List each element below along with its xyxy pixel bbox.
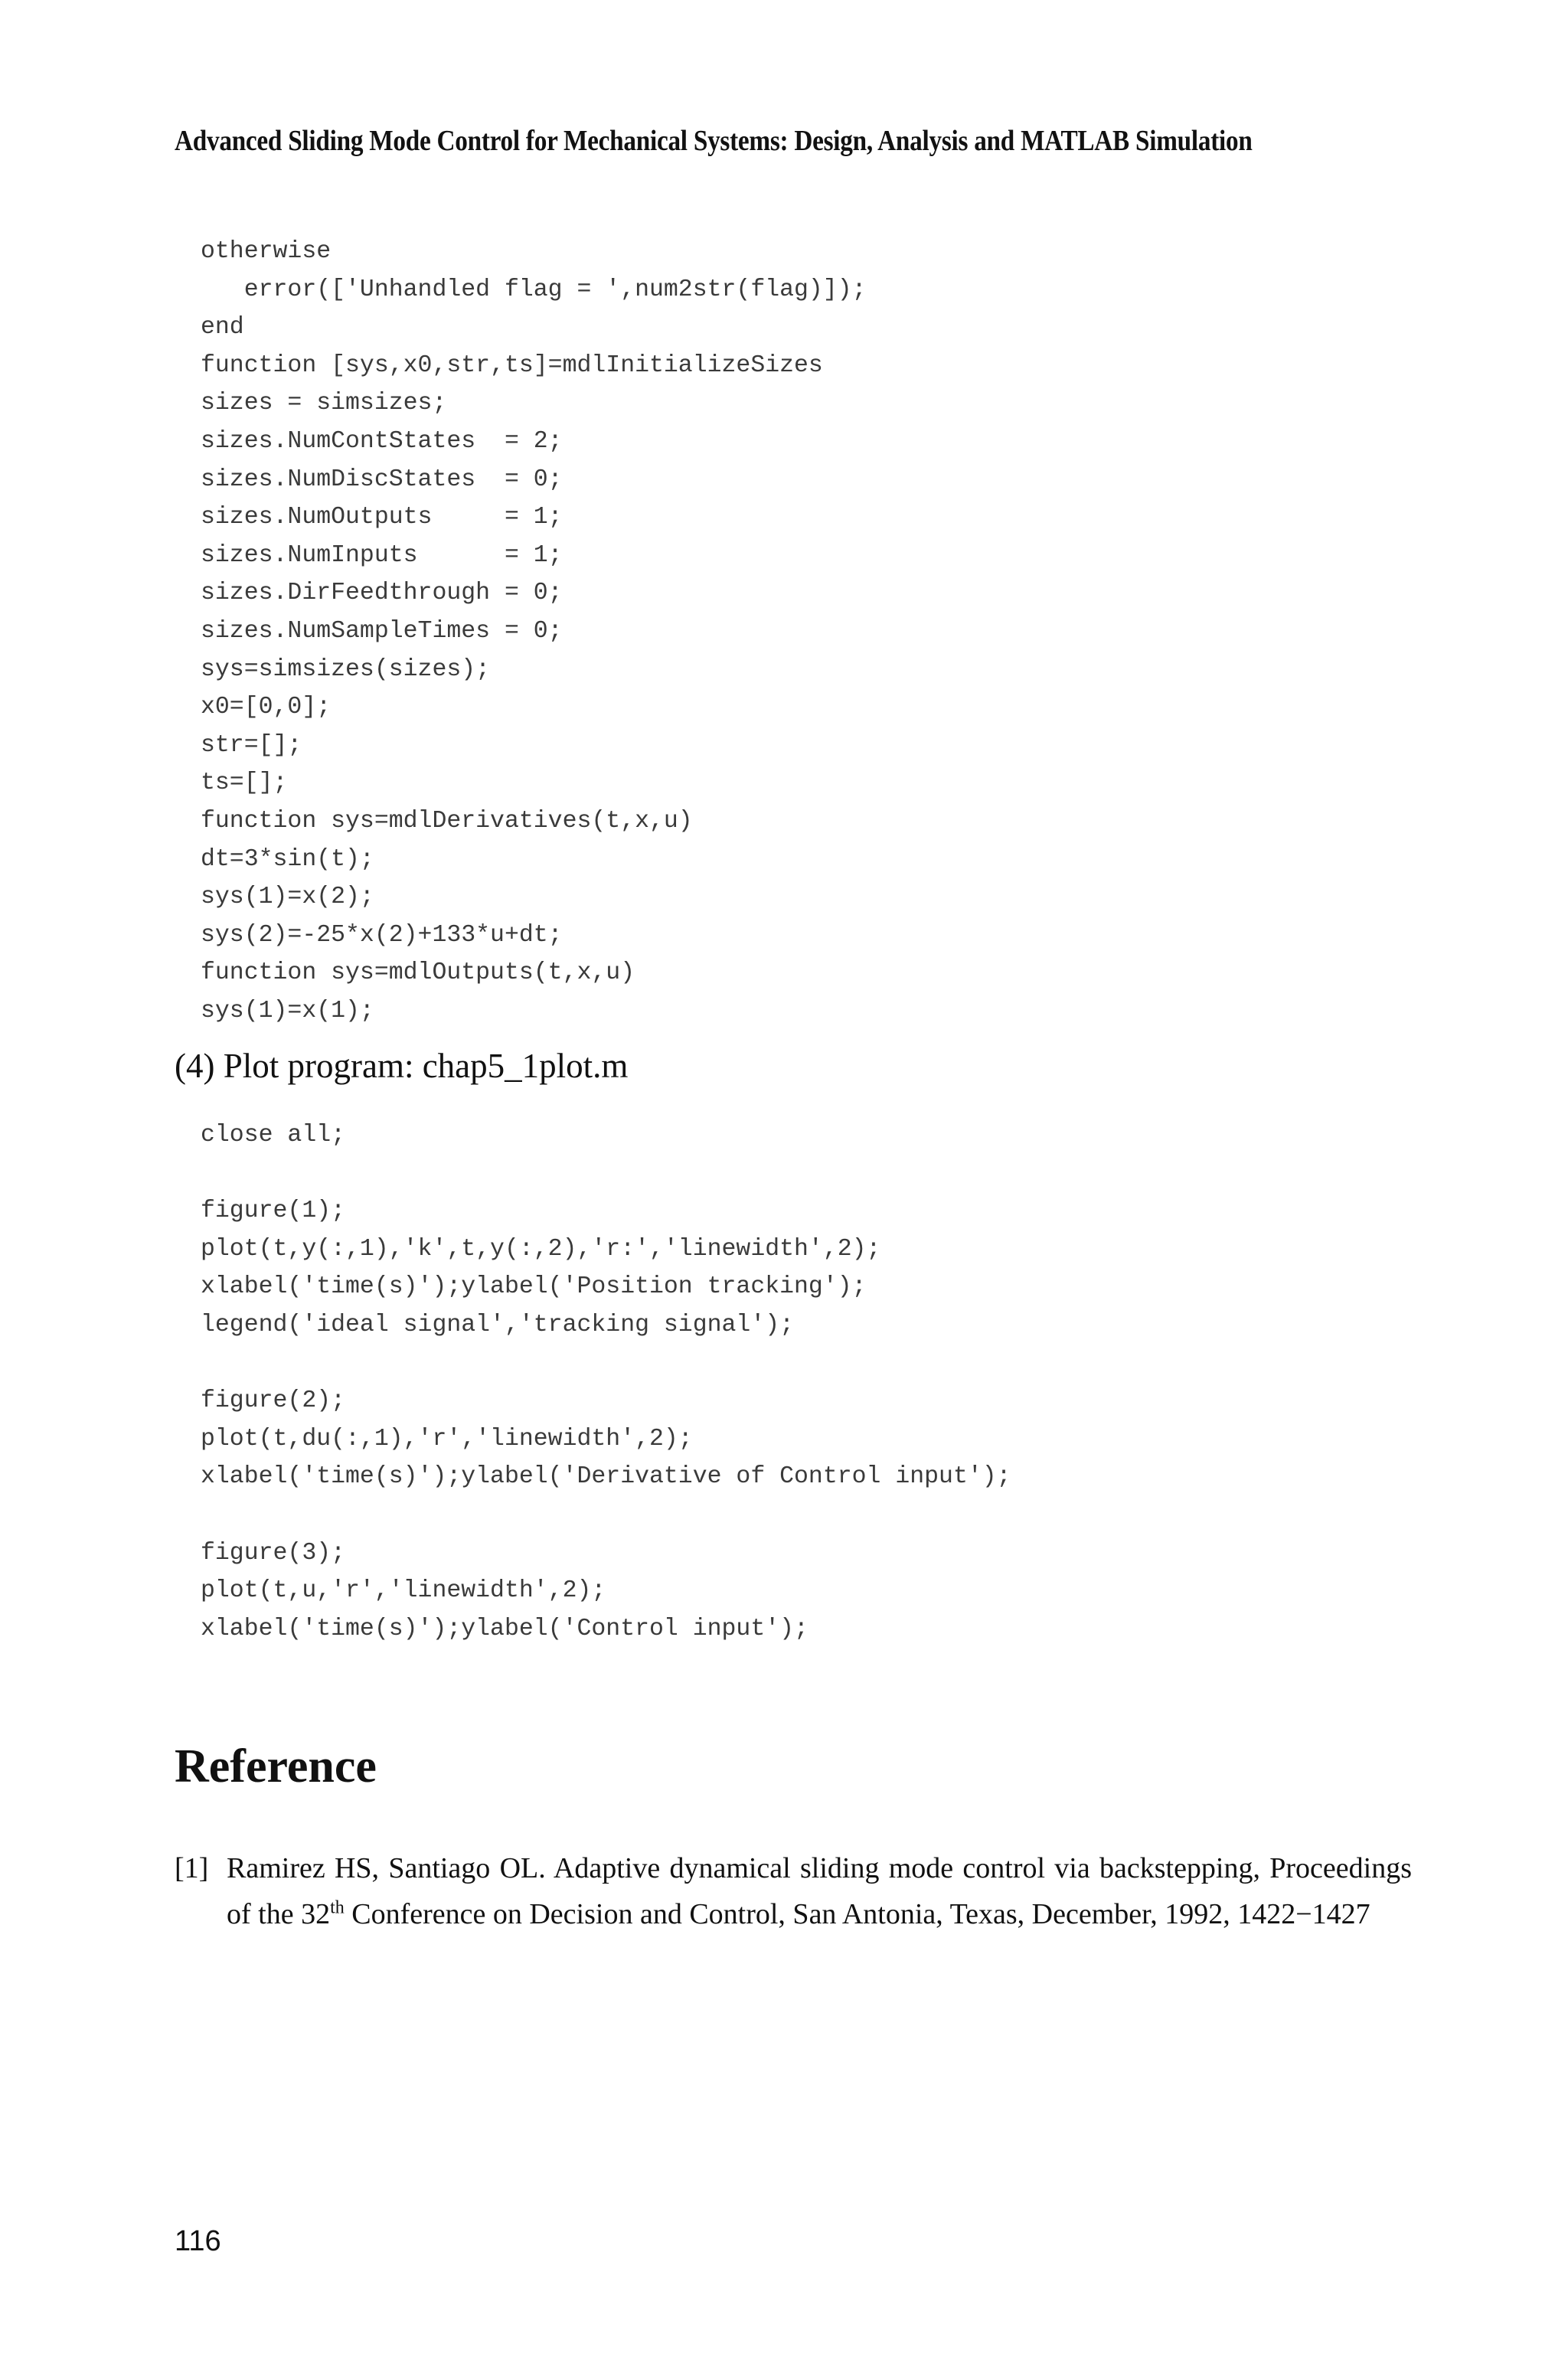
code-line xyxy=(201,1155,1011,1193)
reference-superscript: th xyxy=(330,1897,345,1918)
code-line: x0=[0,0]; xyxy=(201,694,332,721)
code-line: figure(2); xyxy=(201,1387,346,1415)
code-line xyxy=(201,1345,1011,1383)
code-line: sys=simsizes(sizes); xyxy=(201,655,491,683)
code-line: sizes = simsizes; xyxy=(201,390,447,417)
code-line: figure(3); xyxy=(201,1539,346,1567)
code-line: function [sys,x0,str,ts]=mdlInitializeSizes xyxy=(201,351,823,379)
code-line: close all; xyxy=(201,1122,346,1149)
reference-item-1 xyxy=(175,1845,1412,1937)
code-line: legend('ideal signal','tracking signal'); xyxy=(201,1311,795,1338)
code-line: otherwise xyxy=(201,238,332,265)
code-line: xlabel('time(s)');ylabel('Position tracking'); xyxy=(201,1273,867,1301)
code-line: ts=[]; xyxy=(201,770,288,797)
code-line xyxy=(201,1496,1011,1534)
code-line: sys(1)=x(1); xyxy=(201,997,374,1024)
plot-program-subheading: (4) Plot program: chap5_1plot.m xyxy=(175,1047,629,1085)
code-line: str=[]; xyxy=(201,731,302,759)
code-block-simulink-sfunction xyxy=(201,233,867,1030)
code-line: end xyxy=(201,314,244,341)
page-number: 116 xyxy=(175,2225,221,2257)
code-line: xlabel('time(s)');ylabel('Derivative of Control input'); xyxy=(201,1463,1011,1491)
code-line: sizes.NumSampleTimes = 0; xyxy=(201,617,563,645)
reference-number: [1] xyxy=(175,1852,209,1884)
code-line: sizes.NumContStates = 2; xyxy=(201,427,563,455)
code-line: sys(1)=x(2); xyxy=(201,884,374,911)
code-line: dt=3*sin(t); xyxy=(201,845,374,873)
code-line: sizes.NumInputs = 1; xyxy=(201,541,563,569)
running-head: Advanced Sliding Mode Control for Mechanical Systems: Design, Analysis and MATLAB Simulation xyxy=(175,125,1253,157)
code-line: function sys=mdlDerivatives(t,x,u) xyxy=(201,807,693,835)
code-line: plot(t,y(:,1),'k',t,y(:,2),'r:','linewidth',2); xyxy=(201,1235,881,1263)
code-line: plot(t,du(:,1),'r','linewidth',2); xyxy=(201,1425,693,1453)
code-line: xlabel('time(s)');ylabel('Control input'); xyxy=(201,1615,808,1642)
reference-section-title: Reference xyxy=(175,1740,377,1792)
reference-text xyxy=(227,1845,1412,1937)
code-line: function sys=mdlOutputs(t,x,u) xyxy=(201,959,635,987)
reference-text-part: Ramirez HS, Santiago OL. Adaptive dynamical sliding mode control via backstepping, Proceedings of the 32 xyxy=(227,1852,1412,1930)
code-line: sizes.DirFeedthrough = 0; xyxy=(201,580,563,607)
code-line: sys(2)=-25*x(2)+133*u+dt; xyxy=(201,921,563,949)
code-line: sizes.NumOutputs = 1; xyxy=(201,504,563,531)
code-line: figure(1); xyxy=(201,1198,346,1225)
code-block-plot-program xyxy=(201,1116,1011,1648)
code-line: sizes.NumDiscStates = 0; xyxy=(201,466,563,493)
reference-text-part: Conference on Decision and Control, San Antonia, Texas, December, 1992, 1422−1427 xyxy=(344,1898,1370,1930)
code-line: error(['Unhandled flag = ',num2str(flag)]); xyxy=(201,276,867,303)
code-line: plot(t,u,'r','linewidth',2); xyxy=(201,1577,606,1605)
